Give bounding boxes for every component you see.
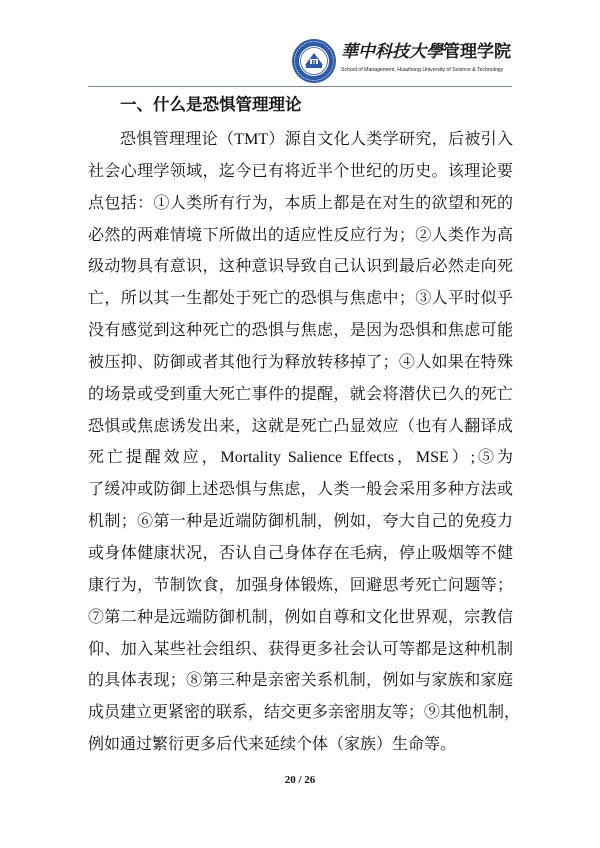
body-line: 的具体表现；⑧第三种是亲密关系机制，例如与家族和家庭 [88,672,513,690]
body-paragraph [88,124,521,761]
body-line: 仰、加入某些社会组织、获得更多社会认可等都是这种机制 [88,640,513,658]
body-line: 亡，所以其一生都处于死亡的恐惧与焦虑中；③人平时似乎 [88,290,513,308]
body-line: 级动物具有意识，这种意识导致自己认识到最后必然走向死 [88,258,513,276]
body-line: 必然的两难情境下所做出的适应性反应行为；②人类作为高 [88,226,513,244]
header-divider [88,86,512,87]
section-heading: 一、什么是恐惧管理理论 [120,96,302,114]
body-line: 机制；⑥第一种是近端防御机制，例如，夸大自己的免疫力 [88,513,513,531]
body-line: 社会心理学领域，迄今已有将近半个世纪的历史。该理论要 [88,162,513,180]
body-line: 或身体健康状况，否认自己身体存在毛病，停止吸烟等不健 [88,544,513,562]
body-line: 被压抑、防御或者其他行为释放转移掉了；④人如果在特殊 [88,353,513,371]
body-line: 恐惧管理理论（TMT）源自文化人类学研究，后被引入 [120,131,513,148]
page-number: 20 / 26 [284,774,316,786]
body-line: 没有感觉到这种死亡的恐惧与焦虑，是因为恐惧和焦虑可能 [88,322,513,340]
body-line: ⑦第二种是远端防御机制，例如自尊和文化世界观，宗教信 [88,608,513,626]
body-line: 恐惧或焦虑诱发出来，这就是死亡凸显效应（也有人翻译成 [88,417,513,435]
body-line: 例如通过繁衍更多后代来延续个体（家族）生命等。 [88,736,457,754]
body-line: 成员建立更紧密的联系，结交更多亲密朋友等；⑨其他机制， [88,704,521,722]
university-name: 華中科技大學 [341,42,443,61]
body-line: 点包括：①人类所有行为，本质上都是在对生的欲望和死的 [88,194,513,212]
body-line: 康行为，节制饮食，加强身体锻炼，回避思考死亡问题等； [88,576,513,594]
institution-subtitle: School of Management, Huazhong University of Science & Technology [341,67,504,73]
body-line: 的场景或受到重大死亡事件的提醒，就会将潜伏已久的死亡 [88,385,513,403]
school-name: 管理学院 [443,42,511,61]
body-line: 死亡提醒效应，Mortality Salience Effects，MSE）;⑤为 [88,449,513,467]
institution-name [341,42,511,62]
university-seal-icon [291,38,337,84]
body-line: 了缓冲或防御上述恐惧与焦虑，人类一般会采用多种方法或 [88,481,513,499]
